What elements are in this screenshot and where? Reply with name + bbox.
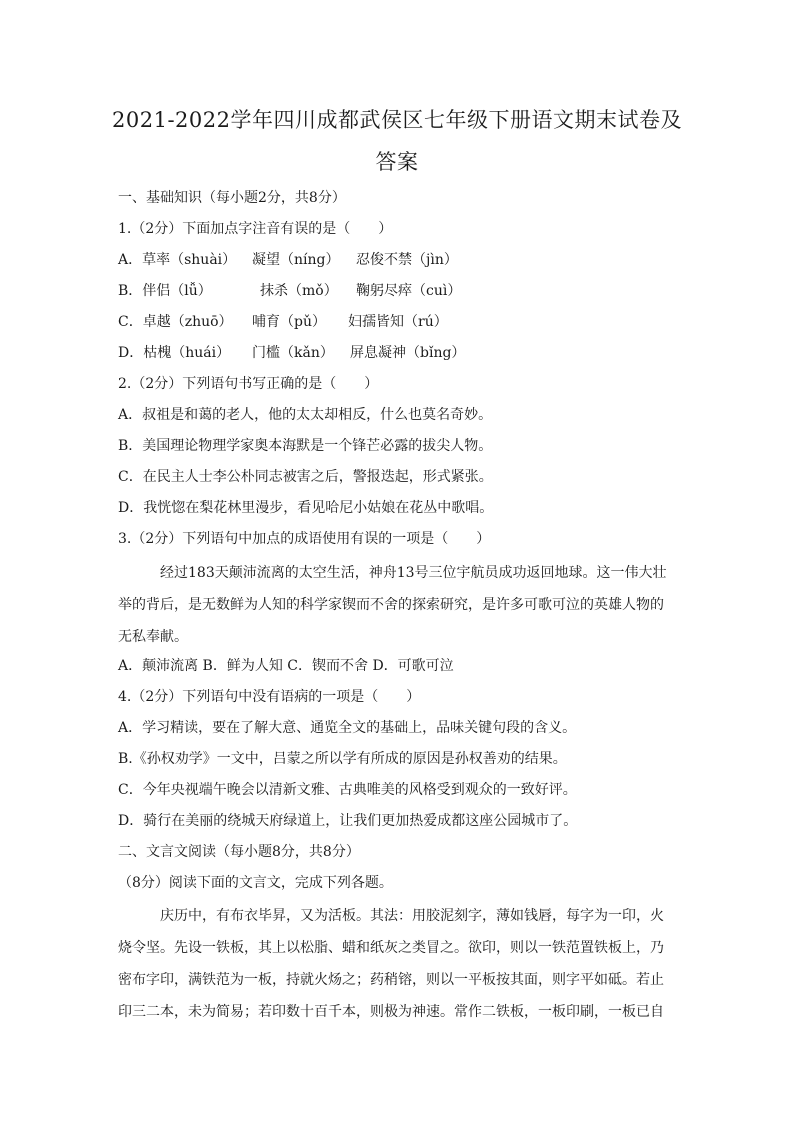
classical-passage-line2: 烧令坚。先设一铁板，其上以松脂、蜡和纸灰之类冒之。欲印，则以一铁范置铁板上，乃 bbox=[118, 940, 664, 956]
q2-option-b: B．美国理论物理学家奥本海默是一个锋芒必露的拔尖人物。 bbox=[118, 438, 493, 454]
q1-option-b-item2: 抹杀（mǒ） bbox=[260, 283, 338, 299]
q2-option-a: A．叔祖是和蔼的老人，他的太太却相反，什么也莫名奇妙。 bbox=[118, 407, 493, 423]
q4-option-c: C．今年央视端午晚会以清新文雅、古典唯美的风格受到观众的一致好评。 bbox=[118, 782, 577, 798]
q1-option-a-item3: 忍俊不禁（jìn） bbox=[356, 252, 458, 268]
q2-stem: 2.（2分）下列语句书写正确的是（ ） bbox=[118, 376, 379, 392]
document-title-line1: 2021-2022学年四川成都武侯区七年级下册语文期末试卷及 bbox=[112, 108, 682, 132]
classical-passage-line4: 印三二本，未为简易；若印数十百千本，则极为神速。常作二铁板，一板印刷，一板已自 bbox=[118, 1004, 664, 1020]
q4-option-b: B.《孙权劝学》一文中，吕蒙之所以学有所成的原因是孙权善劝的结果。 bbox=[118, 751, 567, 767]
document-title-line2: 答案 bbox=[375, 150, 419, 174]
classical-instruction: （8分）阅读下面的文言文，完成下列各题。 bbox=[118, 875, 393, 891]
q1-option-a-item1: A．草率（shuài） bbox=[118, 252, 237, 268]
classical-passage-line3: 密布字印，满铁范为一板，持就火炀之；药稍镕，则以一平板按其面，则字平如砥。若止 bbox=[118, 972, 664, 988]
q1-option-c-item1: C．卓越（zhuō） bbox=[118, 314, 233, 330]
q3-passage-line3: 无私奉献。 bbox=[118, 629, 188, 645]
q2-option-d: D．我恍惚在梨花林里漫步，看见哈尼小姑娘在花丛中歌唱。 bbox=[118, 500, 494, 516]
q4-option-d: D．骑行在美丽的绕城天府绿道上，让我们更加热爱成都这座公园城市了。 bbox=[118, 813, 578, 829]
section1-heading: 一、基础知识（每小题2分，共8分） bbox=[118, 190, 346, 206]
q3-passage-line2: 举的背后，是无数鲜为人知的科学家锲而不舍的探索研究，是许多可歌可泣的英雄人物的 bbox=[118, 597, 664, 613]
q2-option-c: C．在民主人士李公朴同志被害之后，警报迭起，形式紧张。 bbox=[118, 469, 493, 485]
q3-stem: 3.（2分）下列语句中加点的成语使用有误的一项是（ ） bbox=[118, 531, 491, 547]
section2-heading: 二、文言文阅读（每小题8分，共8分） bbox=[118, 844, 360, 860]
q3-passage-line1: 经过183天颠沛流离的太空生活，神舟13号三位宇航员成功返回地球。这一伟大壮 bbox=[160, 565, 667, 581]
q1-option-d-item2: 门槛（kǎn） bbox=[252, 345, 334, 361]
q1-stem: 1.（2分）下面加点字注音有误的是（ ） bbox=[118, 221, 393, 237]
q1-option-a-item2: 凝望（níng） bbox=[252, 252, 340, 268]
q4-option-a: A．学习精读，要在了解大意、通览全文的基础上，品味关键句段的含义。 bbox=[118, 720, 577, 736]
q1-option-b-item3: 鞠躬尽瘁（cuì） bbox=[356, 283, 462, 299]
q1-option-d-item3: 屏息凝神（bǐng） bbox=[350, 345, 466, 361]
q1-option-c-item2: 哺育（pǔ） bbox=[252, 314, 326, 330]
q4-stem: 4.（2分）下列语句中没有语病的一项是（ ） bbox=[118, 689, 421, 705]
q1-option-d-item1: D．枯槐（huái） bbox=[118, 345, 231, 361]
q1-option-b-item1: B．伴侣（lǚ） bbox=[118, 283, 212, 299]
q3-options: A．颠沛流离 B．鲜为人知 C．锲而不舍 D．可歌可泣 bbox=[118, 658, 454, 674]
classical-passage-line1: 庆历中，有布衣毕昇，又为活板。其法：用胶泥刻字，薄如钱唇，每字为一印，火 bbox=[160, 908, 664, 924]
q1-option-c-item3: 妇孺皆知（rú） bbox=[348, 314, 448, 330]
